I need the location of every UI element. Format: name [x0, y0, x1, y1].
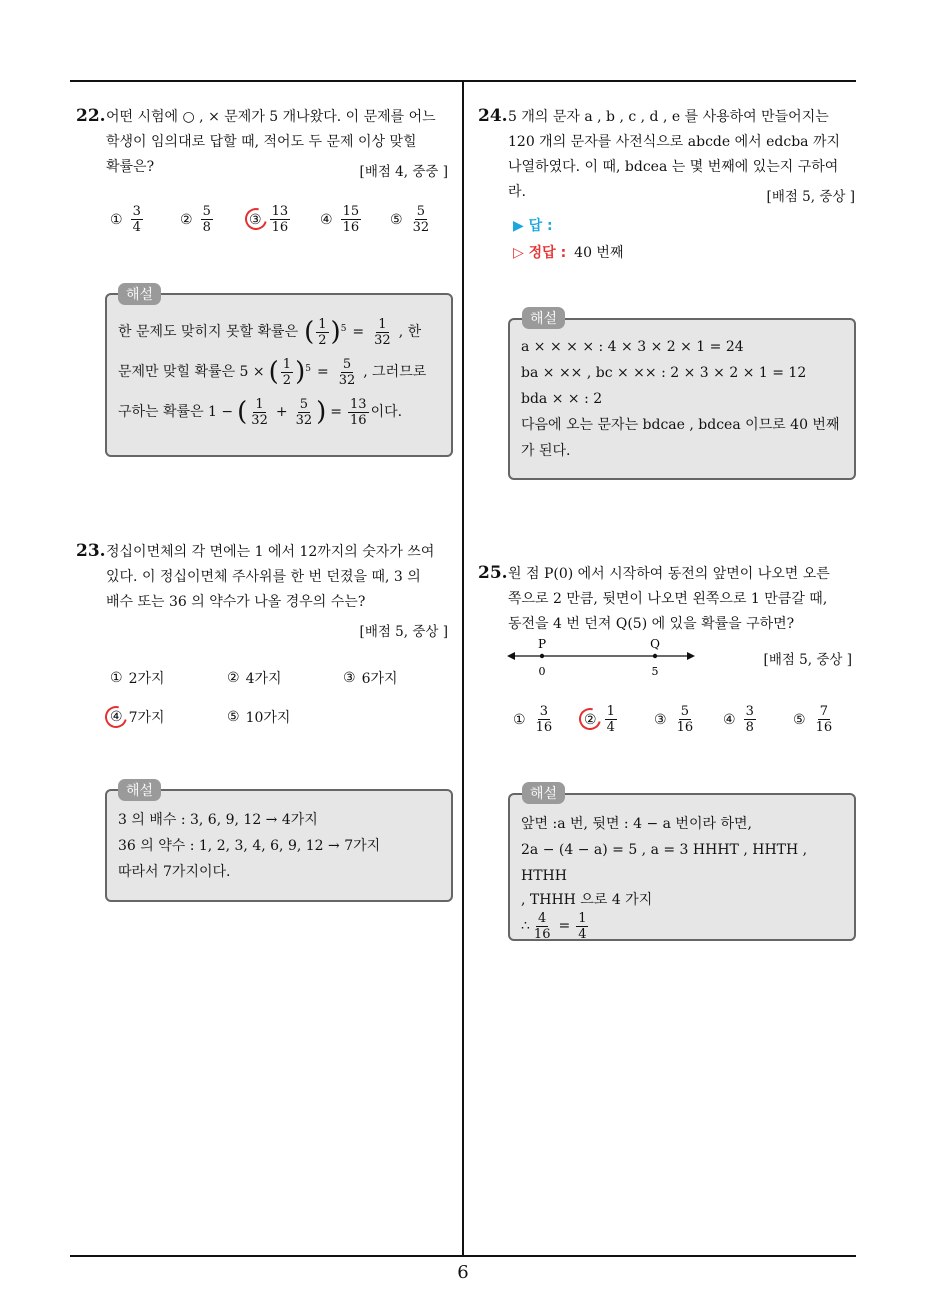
q23-line2: 있다. 이 정십이면체 주사위를 한 번 던졌을 때, 3 의 — [106, 569, 421, 585]
choice-fraction: $\frac{7}{16}$ — [815, 704, 833, 735]
q23-expl-line2: 36 의 약수 : 1, 2, 3, 4, 6, 9, 12 → 7가지 — [118, 838, 381, 854]
q25-line2: 쪽으로 2 만큼, 뒷면이 나오면 왼쪽으로 1 만큼갈 때, — [508, 591, 828, 607]
q22-choice-4[interactable] — [320, 204, 363, 235]
q24-explanation-tag: 해설 — [522, 307, 565, 329]
q25-meta: [배점 5, 중상 ] — [763, 652, 852, 668]
choice-fraction: $\frac{5}{16}$ — [676, 704, 694, 735]
choice-mark: ② — [584, 711, 597, 728]
q22-expl-line2: 문제만 맞힐 확률은 5 × ( $\frac{1}{2}$ ) $^5$ = $\frac{5}{32}$ , 그러므로 — [118, 356, 427, 388]
q23-meta: [배점 5, 중상 ] — [359, 624, 448, 640]
q23-choice-5[interactable] — [227, 707, 290, 727]
q25-number: 25. — [478, 563, 508, 583]
choice-mark: ① — [110, 211, 123, 228]
q25-explanation-body — [521, 811, 851, 942]
choice-mark: ④ — [320, 211, 333, 228]
choice-fraction: $\frac{5}{32}$ — [412, 204, 430, 235]
choice-mark: ③ — [654, 711, 667, 728]
choice-mark: ⑤ — [390, 211, 403, 228]
choice-text: 7가지 — [128, 710, 165, 726]
point-q-label: Q — [650, 637, 660, 651]
q22-line1: 어떤 시험에 ○ , × 문제가 5 개나왔다. 이 문제를 어느 — [106, 109, 436, 125]
choice-text: 10가지 — [245, 710, 291, 726]
q25-choice-4[interactable] — [723, 704, 758, 735]
point-p — [540, 654, 544, 658]
column-divider — [462, 80, 464, 1257]
q23-number: 23. — [76, 541, 106, 561]
left-arrow-icon — [507, 652, 515, 660]
choice-text: 6가지 — [361, 671, 398, 687]
page-number: 6 — [457, 1262, 469, 1283]
choice-mark: ① — [513, 711, 526, 728]
q25-choice-3[interactable] — [654, 704, 697, 735]
q22-number: 22. — [76, 106, 106, 126]
q23-explanation-tag: 해설 — [118, 779, 161, 801]
q24-expl-line1: a × × × × : 4 × 3 × 2 × 1 = 24 — [521, 339, 744, 355]
choice-fraction: $\frac{3}{16}$ — [535, 704, 553, 735]
q24-correct-value: 40 번째 — [574, 245, 624, 261]
q23-choice-3[interactable] — [343, 668, 398, 688]
q22-line2: 학생이 임의대로 답할 때, 적어도 두 문제 이상 맞힐 — [106, 134, 417, 150]
q24-number: 24. — [478, 106, 508, 126]
q25-line1: 원 점 P(0) 에서 시작하여 동전의 앞면이 나오면 오른 — [508, 566, 830, 582]
choice-fraction: $\frac{13}{16}$ — [271, 204, 289, 235]
choice-mark: ⑤ — [227, 709, 240, 725]
number-line-diagram — [505, 634, 705, 682]
choice-mark: ④ — [110, 709, 123, 725]
choice-fraction: $\frac{3}{4}$ — [132, 204, 141, 235]
q23-line3: 배수 또는 36 의 약수가 나올 경우의 수는? — [106, 594, 366, 610]
q24-explanation-body — [521, 334, 851, 464]
bottom-rule — [70, 1255, 856, 1257]
q22-explanation-tag: 해설 — [118, 283, 161, 305]
q25-choice-5[interactable] — [793, 704, 836, 735]
choice-text: 2가지 — [128, 671, 165, 687]
point-q — [653, 654, 657, 658]
q22-line3: 확률은? — [106, 159, 155, 175]
q24-correct-answer — [513, 242, 624, 262]
q22-explanation-body — [118, 312, 448, 432]
q23-choice-1[interactable] — [110, 668, 165, 688]
right-arrow-icon — [687, 652, 695, 660]
q24-meta: [배점 5, 중상 ] — [766, 189, 855, 205]
choice-fraction: $\frac{5}{8}$ — [202, 204, 211, 235]
q23-expl-line3: 따라서 7가지이다. — [118, 864, 231, 880]
q22-choice-5[interactable] — [390, 204, 433, 235]
point-p-value: 0 — [538, 665, 546, 678]
choice-fraction: $\frac{3}{8}$ — [745, 704, 754, 735]
q22-choice-1[interactable] — [110, 204, 145, 235]
q25-expl-line2: 2a − (4 − a) = 5 , a = 3 HHHT , HHTH , HTHH — [521, 842, 808, 884]
q24-line3: 나열하였다. 이 때, bdcea 는 몇 번째에 있는지 구하여 — [508, 159, 839, 175]
q23-explanation-body — [118, 807, 448, 885]
q25-explanation-tag: 해설 — [522, 782, 565, 804]
point-q-value: 5 — [651, 665, 659, 678]
q24-expl-line5: 가 된다. — [521, 443, 571, 459]
q22-expl-line3: 구하는 확률은 1 − ( $\frac{1}{32}$ + $\frac{5}{32}$ ) = $\frac{13}{16}$ 이다. — [118, 396, 403, 428]
choice-text: 4가지 — [245, 671, 282, 687]
q24-expl-line3: bda × × : 2 — [521, 391, 603, 407]
choice-fraction: $\frac{15}{16}$ — [342, 204, 360, 235]
q23-expl-line1: 3 의 배수 : 3, 6, 9, 12 → 4가지 — [118, 812, 318, 828]
choice-mark: ③ — [343, 670, 356, 686]
q22-meta: [배점 4, 중중 ] — [359, 164, 448, 180]
q24-expl-line2: ba × ×× , bc × ×× : 2 × 3 × 2 × 1 = 12 — [521, 365, 807, 381]
q24-line2: 120 개의 문자를 사전식으로 abcde 에서 edcba 까지 — [508, 134, 841, 150]
q24-line1: 5 개의 문자 a , b , c , d , e 를 사용하여 만들어지는 — [508, 109, 829, 125]
choice-mark: ① — [110, 670, 123, 686]
q22-choice-2[interactable] — [180, 204, 215, 235]
choice-mark: ② — [227, 670, 240, 686]
q24-line4: 라. — [508, 184, 526, 200]
q24-correct-label: ▷ 정답 : — [513, 245, 567, 261]
q24-expl-line4: 다음에 오는 문자는 bdcae , bdcea 이므로 40 번째 — [521, 417, 840, 433]
choice-mark: ④ — [723, 711, 736, 728]
q25-line3: 동전을 4 번 던져 Q(5) 에 있을 확률을 구하면? — [508, 616, 795, 632]
q23-choice-2[interactable] — [227, 668, 282, 688]
q25-choice-1[interactable] — [513, 704, 556, 735]
point-p-label: P — [537, 637, 547, 651]
choice-mark: ③ — [249, 211, 262, 228]
q25-stem — [508, 562, 858, 637]
choice-fraction: $\frac{1}{4}$ — [606, 704, 615, 735]
q23-line1: 정십이면체의 각 면에는 1 에서 12까지의 숫자가 쓰여 — [106, 544, 435, 560]
q25-expl-line4: ∴ $\frac{4}{16}$ = $\frac{1}{4}$ — [521, 911, 587, 942]
q25-expl-line3: , THHH 으로 4 가지 — [521, 892, 653, 908]
choice-mark: ⑤ — [793, 711, 806, 728]
q24-answer-label: ▶ 답 : — [513, 218, 553, 234]
q23-stem — [106, 540, 456, 615]
q22-expl-line1: 한 문제도 맞히지 못할 확률은 ( $\frac{1}{2}$ ) $^5$ = $\frac{1}{32}$ , 한 — [118, 316, 422, 348]
q25-expl-line1: 앞면 :a 번, 뒷면 : 4 − a 번이라 하면, — [521, 816, 752, 832]
choice-mark: ② — [180, 211, 193, 228]
